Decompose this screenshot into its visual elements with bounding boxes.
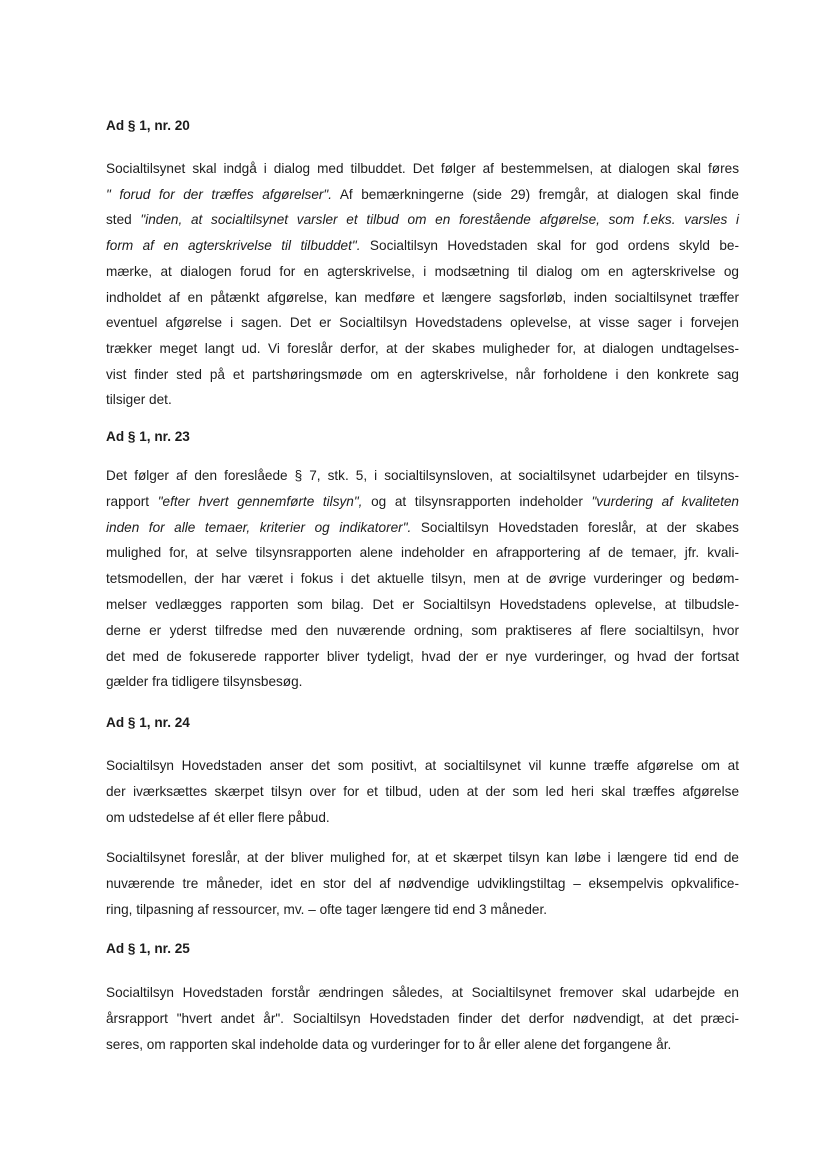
text-line	[106, 901, 739, 919]
text-line	[106, 366, 739, 384]
italic-quote: inden for alle temaer, kriterier og indikatorer".	[106, 519, 412, 535]
text-run: Socialtilsyn Hovedstaden forstår ændringen således, at Socialtilsynet fremover skal udarbejde en	[106, 985, 739, 1000]
text-line	[106, 596, 739, 614]
text-line	[106, 622, 739, 640]
text-line	[106, 211, 739, 229]
text-line	[106, 757, 739, 775]
section-heading: Ad § 1, nr. 25	[106, 941, 190, 956]
text-line	[106, 570, 739, 588]
italic-quote: " forud for der træffes afgørelser".	[106, 186, 333, 202]
text-line	[106, 648, 739, 666]
text-line	[106, 467, 739, 485]
section-heading: Ad § 1, nr. 23	[106, 429, 190, 444]
italic-quote: "efter hvert gennemførte tilsyn",	[157, 493, 363, 509]
text-run: årsrapport "hvert andet år". Socialtilsyn Hovedstaden finder det derfor nødvendigt, at det præci-	[106, 1011, 739, 1026]
text-line	[106, 783, 739, 801]
text-line	[106, 1036, 739, 1054]
text-line	[106, 391, 739, 409]
text-line	[106, 314, 739, 332]
text-run: Af bemærkningerne (side 29) fremgår, at dialogen skal finde	[332, 186, 739, 202]
text-run: ring, tilpasning af ressourcer, mv. – ofte tager længere tid end 3 måneder.	[106, 902, 548, 917]
text-line	[106, 875, 739, 893]
text-run: vist finder sted på et partshøringsmøde om en agterskrivelse, når forholdene i den konkrete sag	[106, 366, 739, 382]
text-run: sted	[106, 212, 141, 228]
text-run: nuværende tre måneder, idet en stor del af nødvendige udviklingstiltag – eksempelvis opkvalifice-	[106, 876, 739, 891]
text-run: eventuel afgørelse i sagen. Det er Socialtilsyn Hovedstadens oplevelse, at visse sager i forvejen	[106, 315, 739, 331]
text-run: derne er yderst tilfredse med den nuværende ordning, som praktiseres af flere socialtilsyn, hvor	[106, 622, 739, 638]
italic-quote: "inden, at socialtilsynet varsler et tilbud om en forestående afgørelse, som f.eks. varsles i	[140, 212, 739, 228]
text-line	[106, 673, 739, 691]
text-line	[106, 289, 739, 307]
text-line	[106, 544, 739, 562]
text-run: Det følger af den foreslåede § 7, stk. 5, i socialtilsynsloven, at socialtilsynet udarbejder en tilsyns-	[106, 468, 739, 483]
text-run: Socialtilsyn Hovedstaden foreslår, at der skabes	[411, 519, 739, 535]
section-heading: Ad § 1, nr. 20	[106, 118, 190, 133]
text-run: gælder fra tidligere tilsynsbesøg.	[106, 674, 303, 690]
text-line	[106, 1010, 739, 1028]
text-run: melser vedlægges rapporten som bilag. Det er Socialtilsyn Hovedstadens oplevelse, at tilbudsle-	[106, 597, 739, 612]
text-line	[106, 186, 739, 204]
text-line	[106, 340, 739, 358]
italic-quote: "vurdering af kvaliteten	[591, 493, 739, 509]
text-run: mulighed for, at selve tilsynsrapporten alene indeholder en afrapportering af de temaer, jfr. kvali-	[106, 545, 739, 561]
text-run: tilsiger det.	[106, 392, 172, 408]
text-run: Socialtilsynet foreslår, at der bliver mulighed for, at et skærpet tilsyn kan løbe i længere tid end de	[106, 850, 739, 865]
text-line	[106, 160, 739, 178]
text-run: det med de fokuserede rapporter bliver tydeligt, hvad der er nye vurderinger, og hvad der fortsat	[106, 648, 739, 664]
text-run: indholdet af en påtænkt afgørelse, kan medføre et længere sagsforløb, inden socialtilsynet træffer	[106, 289, 739, 305]
text-run: der iværksættes skærpet tilsyn over for et tilbud, uden at der som led heri skal træffes afgørelse	[106, 784, 739, 799]
text-line	[106, 263, 739, 281]
text-line	[106, 519, 739, 537]
italic-quote: form af en agterskrivelse til tilbuddet".	[106, 238, 361, 254]
text-run: Socialtilsynet skal indgå i dialog med tilbuddet. Det følger af bestemmelsen, at dialogen skal føres	[106, 161, 739, 176]
text-line	[106, 984, 739, 1002]
text-run: tetsmodellen, der har været i fokus i det aktuelle tilsyn, men at de øvrige vurderinger og bedøm-	[106, 571, 739, 587]
text-run: rapport	[106, 493, 158, 509]
text-line	[106, 849, 739, 867]
text-run: seres, om rapporten skal indeholde data og vurderinger for to år eller alene det forgangene år.	[106, 1037, 672, 1052]
section-heading: Ad § 1, nr. 24	[106, 715, 190, 730]
text-run: mærke, at dialogen forud for en agterskrivelse, i modsætning til dialog om en agterskrivelse og	[106, 263, 739, 279]
text-run: om udstedelse af ét eller flere påbud.	[106, 810, 330, 825]
text-run: trækker meget langt ud. Vi foreslår derfor, at der skabes muligheder for, at dialogen undtagelses-	[106, 340, 739, 356]
text-run: og at tilsynsrapporten indeholder	[362, 493, 592, 509]
text-line	[106, 493, 739, 511]
text-run: Socialtilsyn Hovedstaden anser det som positivt, at socialtilsynet vil kunne træffe afgørelse om at	[106, 758, 739, 773]
text-line	[106, 809, 739, 827]
text-line	[106, 237, 739, 255]
text-run: Socialtilsyn Hovedstaden skal for god ordens skyld be-	[360, 238, 739, 254]
